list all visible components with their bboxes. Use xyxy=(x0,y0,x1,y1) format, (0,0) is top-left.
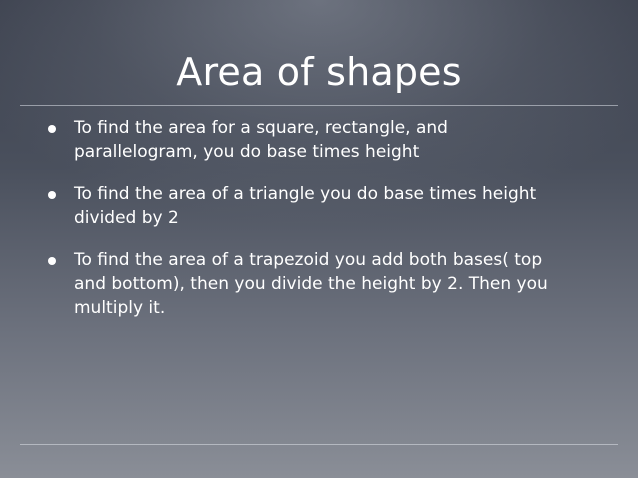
slide-title: Area of shapes xyxy=(176,50,462,94)
bullet-dot-icon xyxy=(48,257,56,265)
bottom-divider xyxy=(20,444,618,445)
bullet-item xyxy=(48,182,568,230)
bullet-list xyxy=(48,116,568,338)
bullet-dot-icon xyxy=(48,191,56,199)
top-divider xyxy=(20,105,618,106)
bullet-text: To find the area for a square, rectangle, and parallelogram, you do base times height xyxy=(74,118,448,162)
bullet-item xyxy=(48,248,568,320)
bullet-dot-icon xyxy=(48,125,56,133)
bullet-item xyxy=(48,116,568,164)
bullet-text: To find the area of a trapezoid you add both bases( top and bottom), then you divide the height by 2. Then you multiply it. xyxy=(74,250,548,318)
bullet-text: To find the area of a triangle you do base times height divided by 2 xyxy=(74,184,537,228)
